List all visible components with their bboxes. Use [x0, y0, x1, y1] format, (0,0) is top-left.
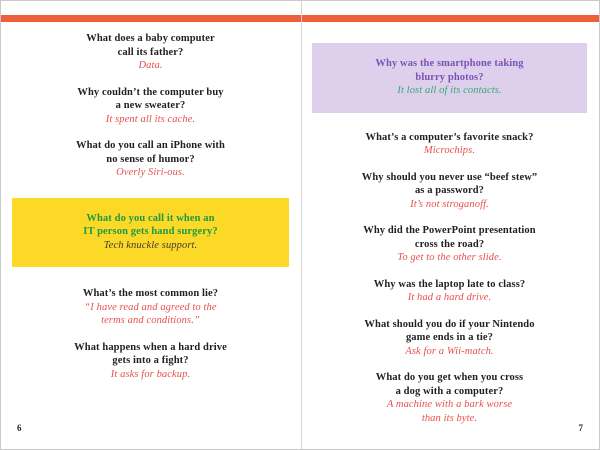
joke-answer-line: terms and conditions.” [101, 315, 200, 326]
joke-answer-line: It had a hard drive. [407, 292, 492, 303]
joke-block [316, 131, 583, 158]
page-number-left: 6 [17, 423, 22, 433]
joke-question-line: What do you call an iPhone with [76, 140, 225, 151]
joke-block [316, 371, 583, 425]
joke-question-line: Why was the laptop late to class? [373, 278, 526, 290]
joke-block [17, 86, 284, 127]
joke-question-line: game ends in a tie? [405, 332, 494, 343]
joke-answer-line: Data. [138, 60, 163, 71]
joke-question-line: gets into a fight? [112, 355, 189, 366]
joke-block [17, 287, 284, 328]
joke-question-line: a dog with a computer? [395, 385, 504, 397]
joke-answer-line: It lost all of its contacts. [397, 85, 502, 96]
joke-question-line: cross the road? [414, 238, 485, 250]
joke-question-line: Why couldn’t the computer buy [77, 86, 224, 98]
joke-question-line: What do you get when you cross [375, 372, 524, 383]
joke-answer-line: Overly Siri-ous. [116, 167, 185, 178]
right-page [300, 22, 599, 449]
joke-question-line: What do you call it when an [86, 212, 215, 224]
joke-question-line: Why did the PowerPoint presentation [363, 225, 536, 236]
joke-question-line: Why was the smartphone taking [375, 58, 524, 69]
joke-answer-line: It’s not stroganoff. [410, 198, 489, 210]
joke-block [316, 171, 583, 212]
top-rule-decoration [1, 15, 599, 22]
joke-question-line: no sense of humor? [106, 153, 195, 165]
joke-question-line: blurry photos? [415, 71, 484, 83]
right-page-content [316, 22, 583, 425]
joke-answer-line: Ask for a Wii-match. [405, 345, 494, 357]
joke-answer-line: Tech knuckle support. [103, 239, 198, 251]
joke-question-line: What happens when a hard drive [74, 341, 227, 353]
joke-callout-box [312, 43, 587, 113]
joke-callout-box [12, 198, 289, 268]
joke-question-line: IT person gets hand surgery? [83, 226, 218, 237]
joke-question-line: a new sweater? [115, 100, 186, 111]
joke-question-line: Why should you never use “beef stew” [361, 171, 538, 183]
spread-pages [1, 22, 599, 449]
joke-block [316, 278, 583, 305]
joke-answer-line: It asks for backup. [110, 368, 191, 380]
joke-question-line: What should you do if your Nintendo [364, 318, 535, 330]
joke-question-line: What’s a computer’s favorite snack? [365, 131, 534, 143]
joke-question-line: as a password? [414, 185, 485, 196]
joke-answer-line: “I have read and agreed to the [84, 301, 217, 313]
left-page-content [17, 22, 284, 381]
joke-block [17, 32, 284, 73]
page-number-right: 7 [578, 423, 583, 433]
left-page [1, 22, 300, 449]
joke-answer-line: It spent all its cache. [105, 113, 196, 125]
joke-block [17, 341, 284, 382]
joke-block [17, 139, 284, 180]
joke-block [316, 318, 583, 359]
joke-answer-line: Microchips. [423, 145, 476, 156]
joke-block [316, 224, 583, 265]
joke-answer-line: A machine with a bark worse [386, 399, 513, 410]
joke-question-line: What’s the most common lie? [82, 288, 219, 299]
joke-answer-line: To get to the other slide. [397, 252, 502, 263]
joke-question-line: call its father? [117, 46, 184, 58]
joke-answer-line: than its byte. [421, 412, 478, 424]
joke-question-line: What does a baby computer [86, 33, 215, 44]
